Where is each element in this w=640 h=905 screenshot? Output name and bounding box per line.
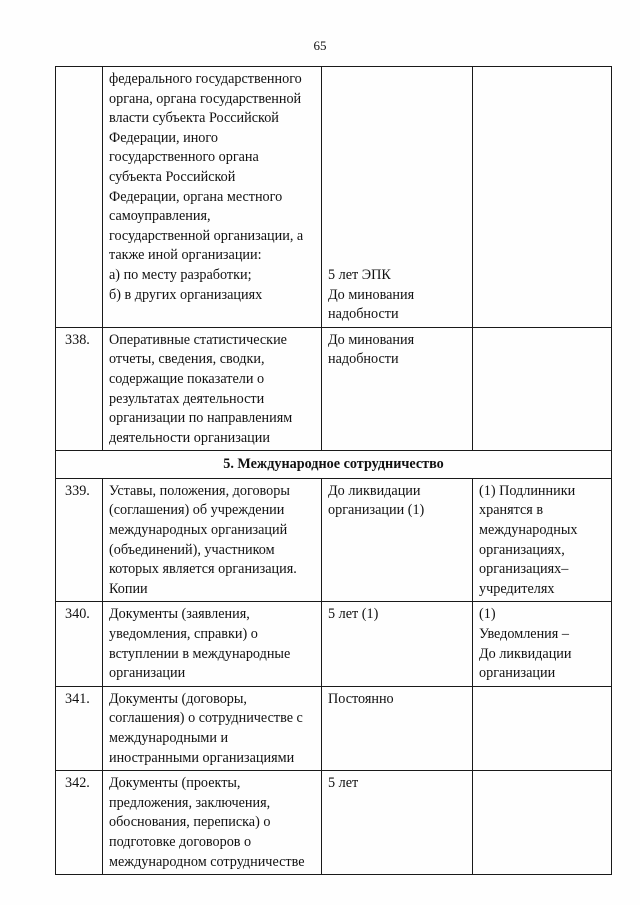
table-row (56, 478, 612, 602)
table-row (56, 67, 612, 328)
row-retention-term: 5 лет (322, 771, 473, 875)
row-description: Оперативные статистические отчеты, сведения, сводки, содержащие показатели о результатах деятельности организации по направлениям деятельности организации (103, 327, 322, 451)
row-note: (1) Подлинники хранятся в международных организациях, организациях– учредителях (473, 478, 612, 602)
row-note (473, 67, 612, 328)
table-row (56, 771, 612, 875)
row-description: федерального государственного органа, органа государственной власти субъекта Российской Федерации, иного государственного органа субъекта Российской Федерации, органа местного самоуправления, государственной организации, а также иной организации: а) по месту разработки; б) в других организациях (103, 67, 322, 328)
row-note (473, 327, 612, 451)
row-retention-term: 5 лет (1) (322, 602, 473, 686)
row-number (56, 67, 103, 328)
row-description: Документы (проекты, предложения, заключения, обоснования, переписка) о подготовке договоров о международном сотрудничестве (103, 771, 322, 875)
row-note (473, 686, 612, 770)
row-retention-term: До ликвидации организации (1) (322, 478, 473, 602)
row-number: 341. (56, 686, 103, 770)
row-number: 339. (56, 478, 103, 602)
row-number: 340. (56, 602, 103, 686)
table-row (56, 602, 612, 686)
row-number: 338. (56, 327, 103, 451)
row-retention-term: 5 лет ЭПК До минования надобности (322, 67, 473, 328)
retention-table (55, 66, 612, 875)
row-note: (1) Уведомления – До ликвидации организации (473, 602, 612, 686)
row-retention-term: До минования надобности (322, 327, 473, 451)
row-description: Документы (заявления, уведомления, справки) о вступлении в международные организации (103, 602, 322, 686)
table-row (56, 327, 612, 451)
section-title: 5. Международное сотрудничество (56, 451, 612, 479)
row-number: 342. (56, 771, 103, 875)
table-row (56, 686, 612, 770)
row-description: Уставы, положения, договоры (соглашения) об учреждении международных организаций (объединений), участником которых является организация. Копии (103, 478, 322, 602)
section-row (56, 451, 612, 479)
row-note (473, 771, 612, 875)
row-retention-term: Постоянно (322, 686, 473, 770)
row-description: Документы (договоры, соглашения) о сотрудничестве с международными и иностранными организациями (103, 686, 322, 770)
page-number: 65 (313, 38, 327, 53)
